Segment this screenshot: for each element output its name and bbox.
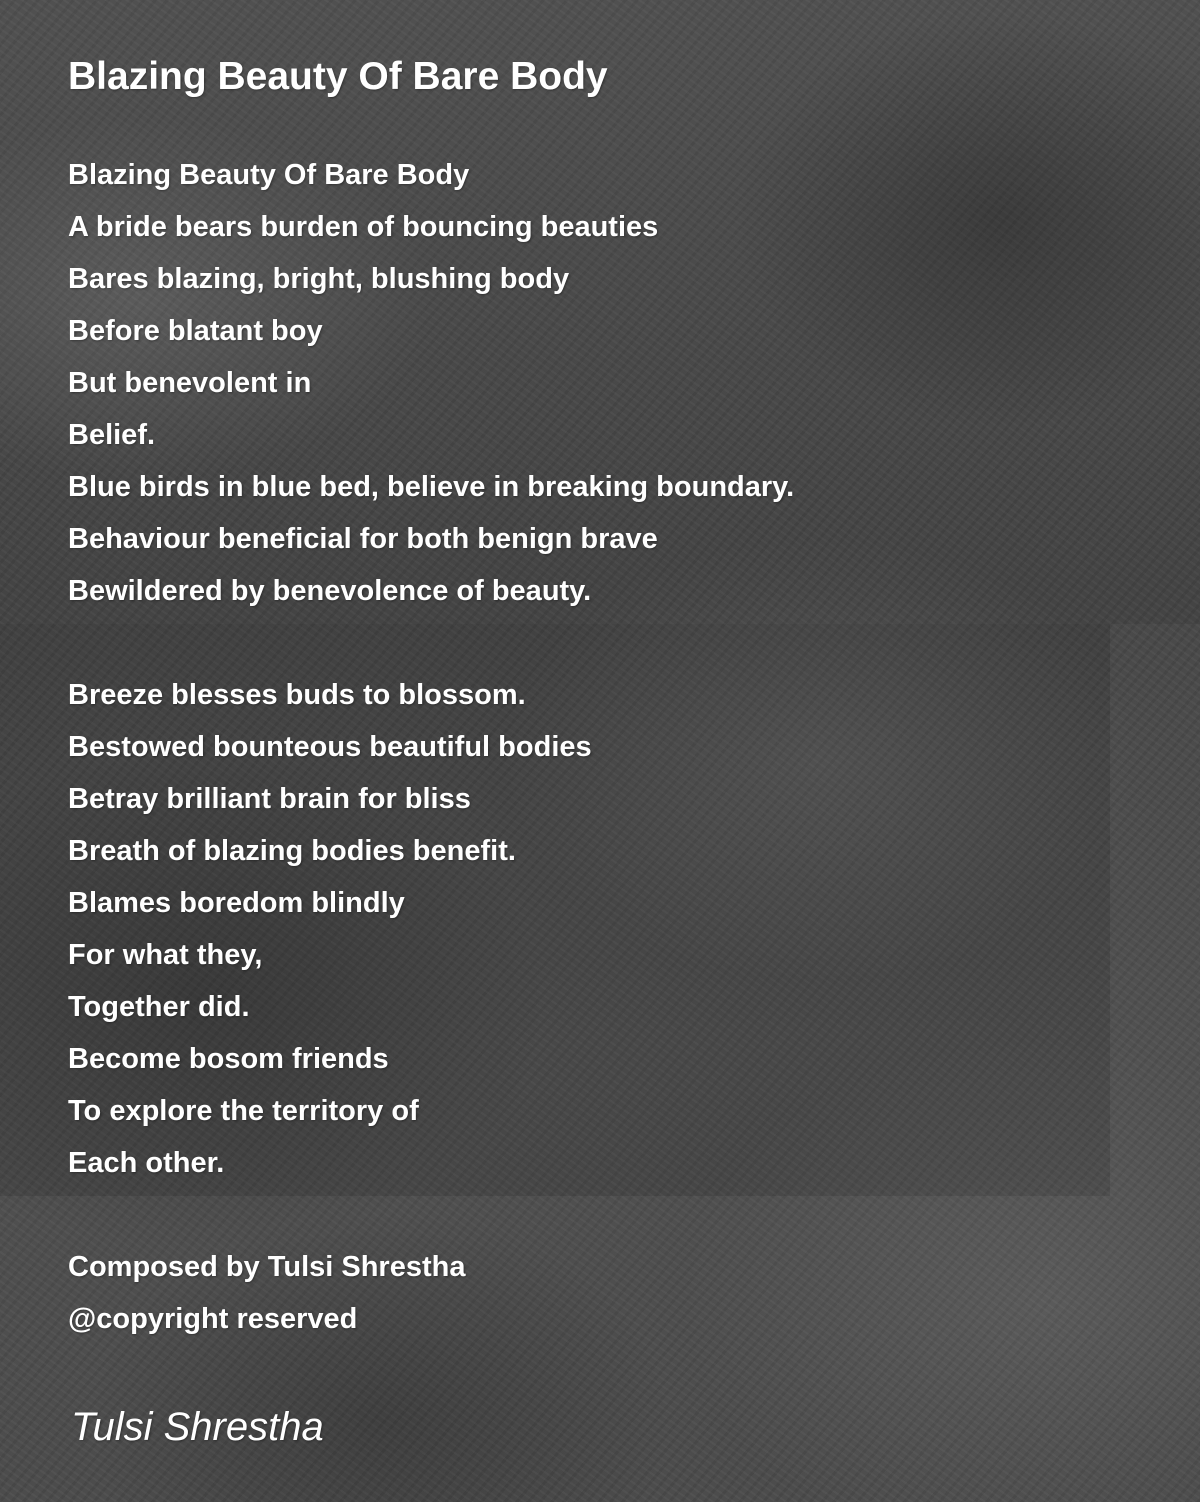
composer-credit: Composed by Tulsi Shrestha — [68, 1251, 466, 1283]
poem-line: Betray brilliant brain for bliss — [68, 783, 471, 815]
poem-line: But benevolent in — [68, 367, 312, 399]
stanza-credits — [68, 1241, 1148, 1345]
poem-line: Become bosom friends — [68, 1043, 389, 1075]
poem-line: For what they, — [68, 939, 263, 971]
poem-line: Breath of blazing bodies benefit. — [68, 835, 516, 867]
poem-line: A bride bears burden of bouncing beauties — [68, 211, 659, 243]
poem-line: Each other. — [68, 1147, 225, 1179]
stanza-separator — [68, 617, 1148, 669]
poem-line: Bestowed bounteous beautiful bodies — [68, 731, 592, 763]
poem-body — [68, 149, 1148, 1345]
poem-line: Blames boredom blindly — [68, 887, 405, 919]
poem-line: Bares blazing, bright, blushing body — [68, 263, 570, 295]
stanza-2 — [68, 669, 1148, 1189]
poem-line: Blazing Beauty Of Bare Body — [68, 159, 470, 191]
poem-line: Belief. — [68, 419, 156, 451]
poem-line: Behaviour beneficial for both benign brave — [68, 523, 658, 555]
poem-line: Breeze blesses buds to blossom. — [68, 679, 526, 711]
stanza-1 — [68, 149, 1148, 617]
poem-line: Blue birds in blue bed, believe in breaking boundary. — [68, 471, 795, 503]
poem-line: To explore the territory of — [68, 1095, 419, 1127]
poem-title: Blazing Beauty Of Bare Body — [68, 55, 608, 98]
stanza-separator — [68, 1189, 1148, 1241]
copyright-notice: @copyright reserved — [68, 1303, 358, 1335]
poem-line: Together did. — [68, 991, 250, 1023]
poem-line: Bewildered by benevolence of beauty. — [68, 575, 592, 607]
poem-line: Before blatant boy — [68, 315, 323, 347]
author-signature: Tulsi Shrestha — [71, 1405, 324, 1449]
